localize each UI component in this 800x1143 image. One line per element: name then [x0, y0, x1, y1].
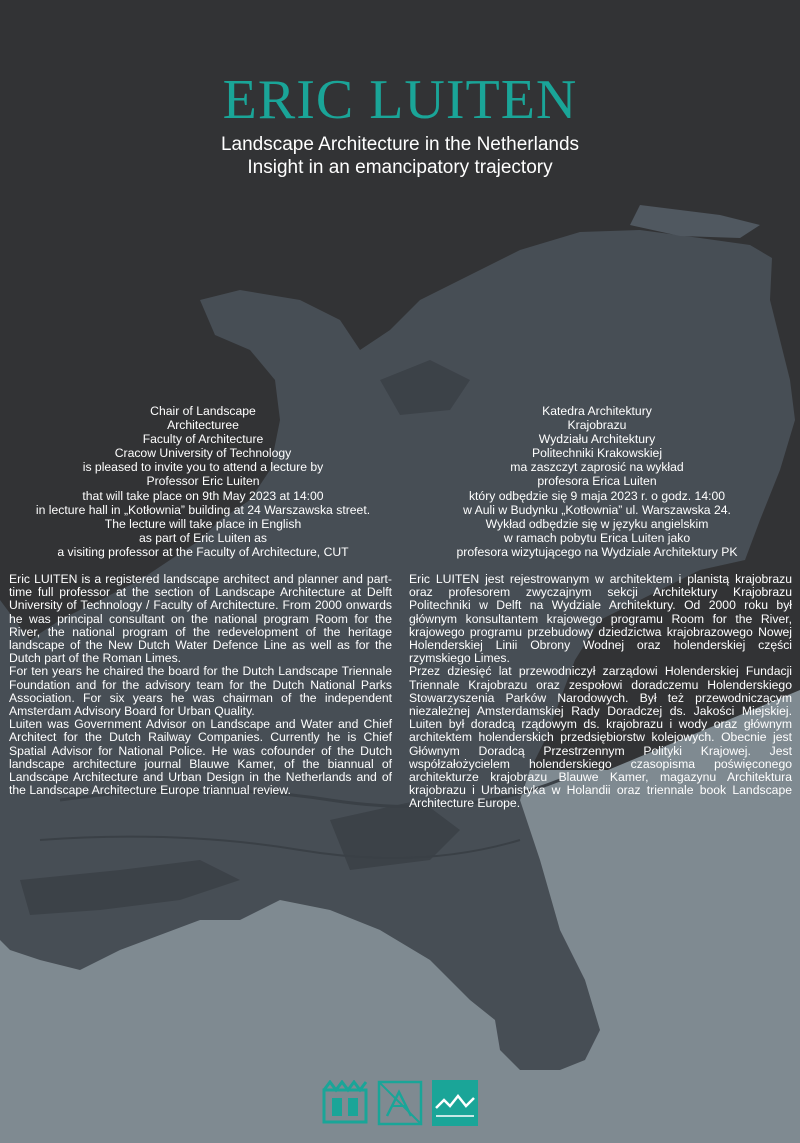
page-title: ERIC LUITEN — [222, 69, 578, 131]
invite-line: is pleased to invite you to attend a lecture by — [82, 460, 324, 475]
biography-polish — [409, 573, 792, 811]
wa-logo-icon — [377, 1080, 423, 1126]
invite-line: profesora Erica Luiten — [537, 474, 657, 489]
pk-logo-icon — [322, 1080, 368, 1126]
invite-line: w ramach pobytu Erica Luiten jako — [503, 530, 691, 545]
invite-line: Wykład odbędzie się w języku angielskim — [485, 516, 709, 531]
invite-line: Wydziału Architektury — [538, 432, 656, 447]
invite-line: that will take place on 9th May 2023 at 14:00 — [82, 488, 324, 503]
bio-paragraph: Luiten was Government Advisor on Landscape and Water and Chief Architect for the Dutch Railway Companies. Currently he is Chief Spatial Advisor for National Police. He was cofounder of the Dutch landscape architecture journal Blauwe Kamer, of the biannual of Landscape Architecture and Urban Design in the Netherlands and of the Landscape Architecture Europe triannual review. — [9, 717, 392, 798]
invite-line: Politechniki Krakowskiej — [531, 446, 663, 461]
landscape-chair-logo-icon — [432, 1080, 478, 1126]
invite-line: który odbędzie się 9 maja 2023 r. o godz. 14:00 — [468, 488, 726, 503]
subtitle-line-2: Insight in an emancipatory trajectory — [247, 157, 553, 178]
invite-line: Cracow University of Technology — [114, 446, 292, 461]
invite-line: as part of Eric Luiten as — [138, 530, 268, 545]
invite-line: Professor Eric Luiten — [146, 474, 260, 489]
bio-paragraph: Przez dziesięć lat przewodniczył zarządowi Holenderskiej Fundacji Triennale Krajobrazu oraz zespołowi doradczemu Holenderskiego Stowarzyszenia Parków Narodowych. Był też przewodniczącym niezależnej Amsterdamskiej Rady Doradczej ds. Jakości Miejskiej. Luiten był doradcą rządowym ds. krajobrazu i wody oraz głównym architektem holenderskich przedsiębiorstw kolejowych. Obecnie jest Głównym Doradcą Przestrzennym Polityki Krajowej. Jest współzałożycielem holenderskiego czasopisma poświęconego architekturze krajobrazu Blauwe Kamer, magazynu Architektura krajobrazu i Urbanistyka w Holandii oraz triennale book Landscape Architecture Europe. — [409, 664, 792, 811]
biography-english — [9, 573, 392, 797]
logo-strip — [0, 1080, 800, 1130]
bio-paragraph: Eric LUITEN jest rejestrowanym w architektem i planistą krajobrazu oraz profesorem zwyczajnym sekcji Architektury Krajobrazu Politechniki w Delft na Wydziale Architektury. Od 2000 roku był głównym konsultantem krajowego programu Room for the River, krajowego programu przebudowy dziedzictwa krajobrazowego Nowej Holenderskiej Linii Obrony Wodnej oraz holenderskiej części rzymskiego Limes. — [409, 572, 792, 666]
invite-line: profesora wizytującego na Wydziale Architektury PK — [456, 544, 738, 559]
invite-line: Katedra Architektury — [542, 404, 652, 418]
subtitle-line-1: Landscape Architecture in the Netherlands — [220, 134, 580, 155]
invite-line: Faculty of Architecture — [142, 432, 264, 447]
invite-line: The lecture will take place in English — [104, 516, 302, 531]
invite-line: w Auli w Budynku „Kotłownia” ul. Warszawska 24. — [463, 502, 731, 517]
invite-line: Chair of Landscape — [150, 404, 256, 418]
bio-paragraph: For ten years he chaired the board for the Dutch Landscape Triennale Foundation and for the advisory team for the Dutch National Parks Association. For six years he was chairman of the independent Amsterdam Advisory Board for Urban Quality. — [9, 664, 392, 719]
invite-line: ma zaszczyt zaprosić na wykład — [510, 460, 684, 475]
invite-line: in lecture hall in „Kotłownia” building at 24 Warszawska street. — [35, 502, 371, 517]
invitation-english — [8, 404, 398, 559]
invitation-polish — [402, 404, 792, 559]
bio-paragraph: Eric LUITEN is a registered landscape architect and planner and part-time full professor at the section of Landscape Architecture at Delft University of Technology / Faculty of Architecture. From 2000 onwards he was principal consultant on the national program Room for the River, the national program of the redevelopment of the heritage landscape of the New Dutch Water Defence Line as well as for the Dutch part of the Roman Limes. — [9, 572, 392, 666]
invite-line: Krajobrazu — [567, 418, 627, 433]
invite-line: a visiting professor at the Faculty of Architecture, CUT — [57, 544, 349, 559]
invite-line: Architecturee — [167, 418, 239, 433]
